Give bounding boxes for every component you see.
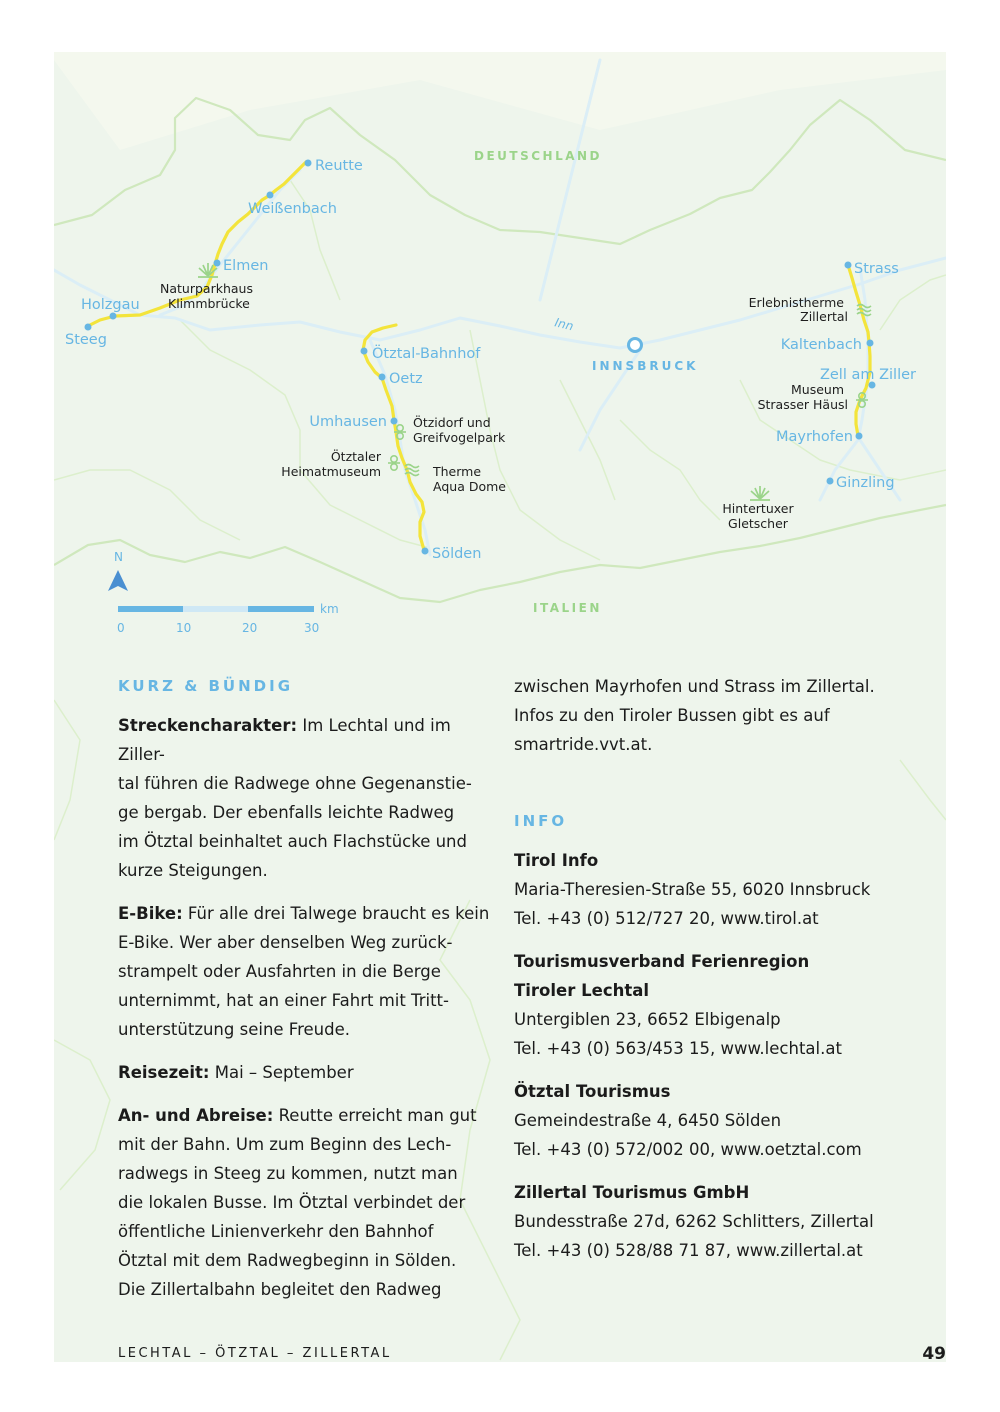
label-hintertuxer: Hintertuxer [722, 501, 794, 516]
label-zell-am-ziller: Zell am Ziller [819, 367, 916, 383]
label-mayrhofen: Mayrhofen [776, 429, 853, 445]
ebike-line-5: unterstützung seine Freude. [118, 1020, 350, 1039]
ebike-label: E-Bike: [118, 904, 183, 923]
info-contact-zillertal[interactable]: Tel. +43 (0) 528/88 71 87, www.zillertal.at [514, 1241, 863, 1260]
anreise-label: An- und Abreise: [118, 1106, 274, 1125]
info-contact-lechtal[interactable]: Tel. +43 (0) 563/453 15, www.lechtal.at [514, 1039, 842, 1058]
label-weissenbach: Weißenbach [248, 201, 337, 217]
label-naturparkhaus: Naturparkhaus [160, 281, 253, 296]
innsbruck-marker [629, 339, 642, 352]
info-contact-tirol[interactable]: Tel. +43 (0) 512/727 20, www.tirol.at [514, 909, 819, 928]
label-heimatmuseum: Heimatmuseum [281, 464, 381, 479]
north-label: N [114, 550, 123, 564]
label-gletscher: Gletscher [728, 516, 788, 531]
kurz-bundig-column [118, 672, 496, 1318]
valley-shade [54, 52, 946, 150]
label-holzgau: Holzgau [81, 297, 140, 313]
streckencharakter-line-1: Im Lechtal und im Ziller- [118, 716, 451, 764]
anreise-line-6: Ötztal mit dem Radwegbeginn in Sölden. [118, 1251, 457, 1270]
scale-tick-20: 20 [242, 621, 258, 635]
anreise-line-5: öffentliche Linienverkehr den Bahnhof [118, 1222, 434, 1241]
label-soelden: Sölden [432, 546, 482, 562]
label-reutte: Reutte [315, 158, 363, 174]
anreise-line-4: die lokalen Busse. Im Ötztal verbindet der [118, 1193, 466, 1212]
continuation-paragraph [514, 672, 914, 759]
continuation-line-3[interactable]: smartride.vvt.at. [514, 735, 653, 754]
continuation-line-2: Infos zu den Tiroler Bussen gibt es auf [514, 706, 830, 725]
label-river-inn: Inn [553, 315, 575, 334]
info-name-lechtal-2: Tiroler Lechtal [514, 981, 650, 1000]
label-oetztaler: Ötztaler [330, 449, 381, 464]
info-name-lechtal: Tourismusverband Ferienregion [514, 952, 810, 971]
anreise-line-1: Reutte erreicht man gut [273, 1106, 477, 1125]
info-entry-oetztal [514, 1077, 914, 1164]
ebike-line-4: unternimmt, hat an einer Fahrt mit Tritt- [118, 991, 449, 1010]
label-klimmbruecke: Klimmbrücke [168, 296, 250, 311]
info-column [514, 672, 914, 1279]
scale-bar [118, 606, 314, 612]
anreise-paragraph [118, 1101, 496, 1304]
label-strasser-haeusl: Strasser Häusl [757, 397, 848, 412]
streckencharakter-label: Streckencharakter: [118, 716, 298, 735]
label-oetzidorf: Ötzidorf und [413, 415, 491, 430]
scale-unit: km [320, 602, 339, 616]
info-name-oetztal: Ötztal Tourismus [514, 1082, 671, 1101]
label-umhausen: Umhausen [309, 414, 387, 430]
scale-tick-0: 0 [117, 621, 125, 635]
label-elmen: Elmen [223, 258, 269, 274]
anreise-line-7: Die Zillertalbahn begleitet den Radweg [118, 1280, 442, 1299]
info-entry-zillertal [514, 1178, 914, 1265]
ebike-line-2: E-Bike. Wer aber denselben Weg zurück- [118, 933, 453, 952]
continuation-line-1: zwischen Mayrhofen und Strass im Zillertal. [514, 677, 875, 696]
label-italy: ITALIEN [533, 601, 602, 615]
ebike-line-3: strampelt oder Ausfahrten in die Berge [118, 962, 441, 981]
ebike-line-1: Für alle drei Talwege braucht es kein [182, 904, 490, 923]
label-erlebnistherme: Erlebnistherme [748, 295, 844, 310]
label-greifvogelpark: Greifvogelpark [413, 430, 506, 445]
streckencharakter-line-5: kurze Steigungen. [118, 861, 268, 880]
info-entry-tirol [514, 846, 914, 933]
scale-tick-30: 30 [304, 621, 320, 635]
label-steeg: Steeg [65, 332, 107, 348]
label-erlebnistherme-zillertal: Zillertal [800, 309, 848, 324]
label-innsbruck: INNSBRUCK [592, 359, 699, 373]
reisezeit-paragraph [118, 1058, 496, 1087]
reisezeit-label: Reisezeit: [118, 1063, 210, 1082]
label-ginzling: Ginzling [836, 475, 895, 491]
info-heading: INFO [514, 812, 568, 830]
streckencharakter-line-2: tal führen die Radwege ohne Gegenanstie- [118, 774, 472, 793]
scale-tick-10: 10 [176, 621, 192, 635]
info-name-zillertal: Zillertal Tourismus GmbH [514, 1183, 750, 1202]
label-oetztal-bahnhof: Ötztal-Bahnhof [372, 346, 481, 362]
page-number: 49 [922, 1344, 946, 1364]
streckencharakter-line-3: ge bergab. Der ebenfalls leichte Radweg [118, 803, 455, 822]
label-museum: Museum [790, 382, 844, 397]
streckencharakter-line-4: im Ötztal beinhaltet auch Flachstücke und [118, 832, 467, 851]
running-footer-title: LECHTAL – ÖTZTAL – ZILLERTAL [118, 1346, 392, 1361]
info-address-oetztal: Gemeindestraße 4, 6450 Sölden [514, 1111, 782, 1130]
anreise-line-3: radwegs in Steeg zu kommen, nutzt man [118, 1164, 458, 1183]
label-strass: Strass [854, 261, 899, 277]
ebike-paragraph [118, 899, 496, 1044]
label-aqua-dome: Aqua Dome [433, 479, 506, 494]
kurz-bundig-heading: KURZ & BÜNDIG [118, 677, 294, 695]
info-address-tirol: Maria-Theresien-Straße 55, 6020 Innsbruck [514, 880, 871, 899]
info-address-lechtal: Untergiblen 23, 6652 Elbigenalp [514, 1010, 781, 1029]
north-arrow-icon [108, 570, 128, 591]
label-germany: DEUTSCHLAND [474, 149, 603, 163]
anreise-line-2: mit der Bahn. Um zum Beginn des Lech- [118, 1135, 452, 1154]
label-therme: Therme [433, 464, 482, 479]
label-kaltenbach: Kaltenbach [780, 337, 862, 353]
reisezeit-text: Mai – September [209, 1063, 354, 1082]
streckencharakter-paragraph [118, 711, 496, 885]
info-address-zillertal: Bundesstraße 27d, 6262 Schlitters, Zillertal [514, 1212, 874, 1231]
info-entry-lechtal [514, 947, 914, 1063]
label-oetz: Oetz [389, 371, 423, 387]
info-contact-oetztal[interactable]: Tel. +43 (0) 572/002 00, www.oetztal.com [514, 1140, 862, 1159]
info-name-tirol: Tirol Info [514, 851, 599, 870]
